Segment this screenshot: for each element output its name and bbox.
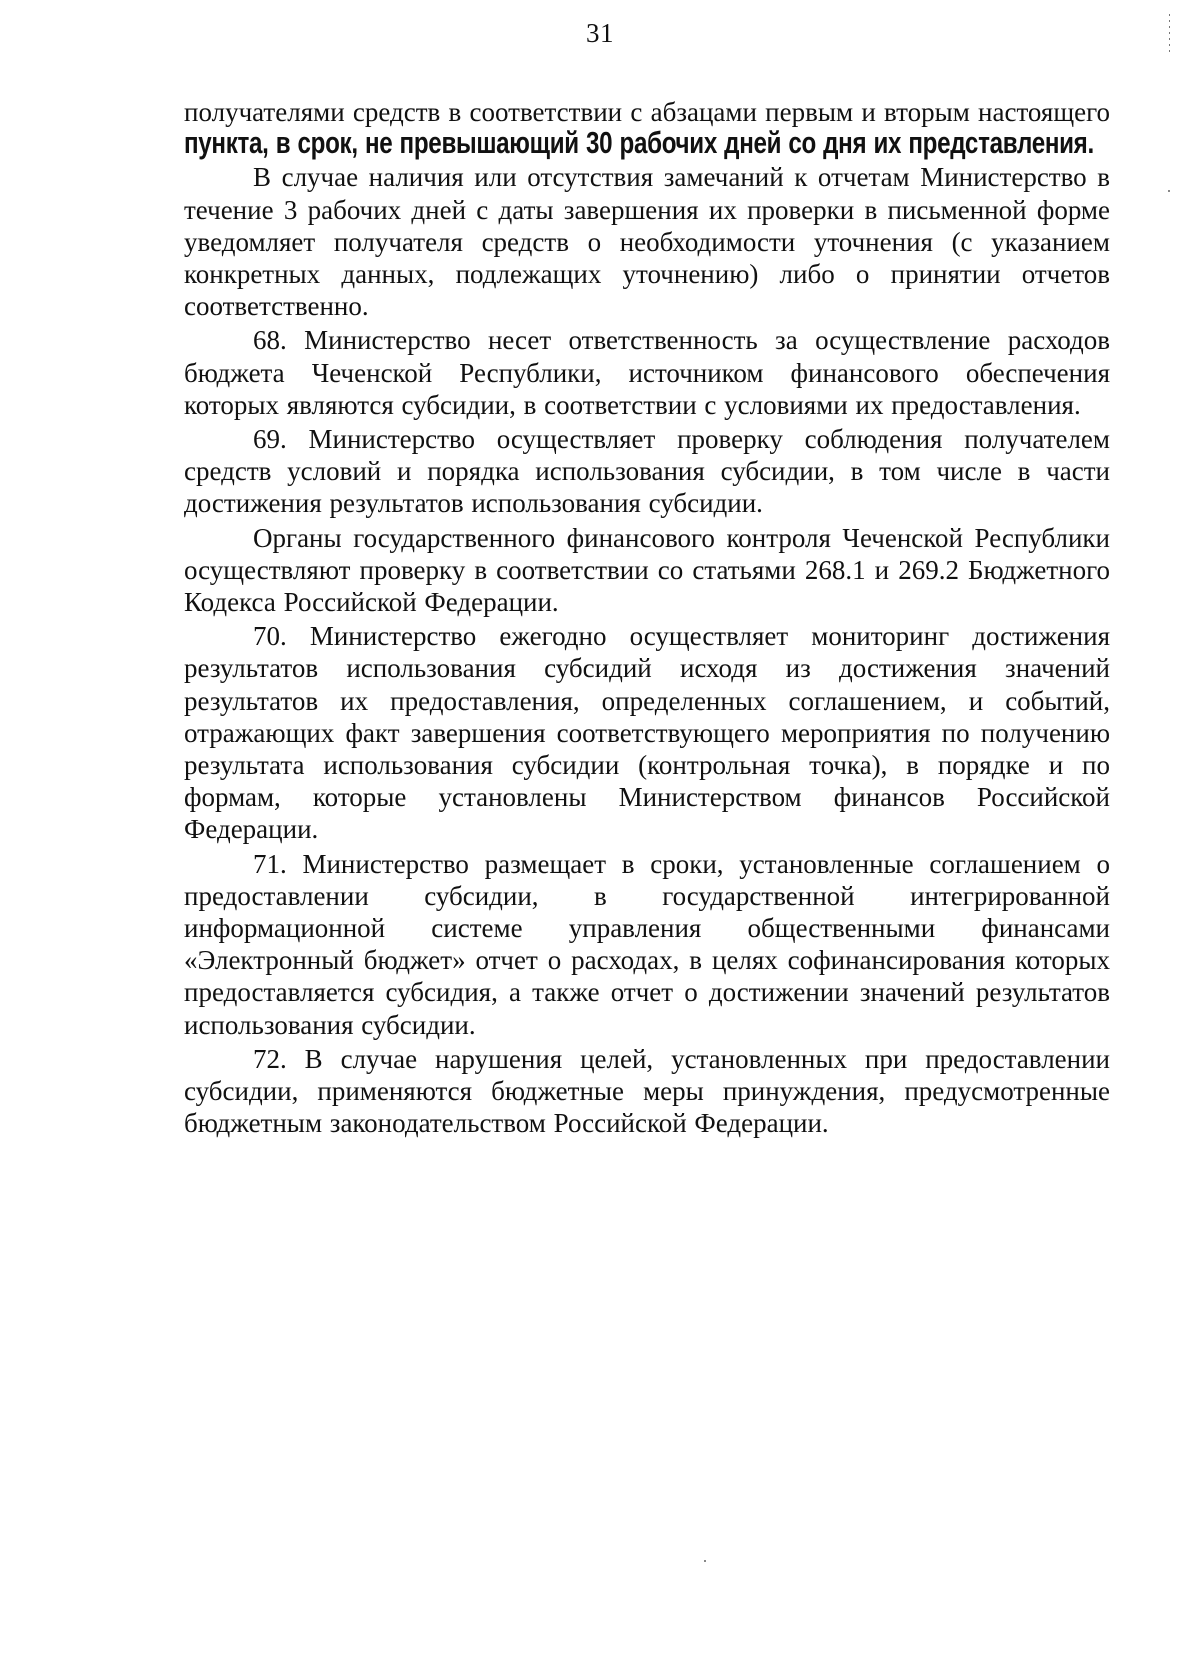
paragraph-68: 68. Министерство несет ответственность за осуществление расходов бюджета Чеченской Республики, источником финансового обеспечения которых являются субсидии, в соответствии с условиями их предоставления. bbox=[184, 325, 1110, 420]
scan-dot bbox=[1168, 190, 1170, 192]
page-number: 31 bbox=[586, 18, 614, 48]
paragraph-control-bodies: Органы государственного финансового контроля Чеченской Республики осуществляют проверку в соответствии со статьями 268.1 и 269.2 Бюджетного Кодекса Российской Федерации. bbox=[184, 522, 1110, 618]
intro-line-2: пункта, в срок, не превышающий 30 рабочих дней со дня их представления. bbox=[184, 125, 1094, 161]
paragraph-72: 72. В случае нарушения целей, установленных при предоставлении субсидии, применяются бюджетные меры принуждения, предусмотренные бюджетным законодательством Российской Федерации. bbox=[184, 1043, 1110, 1139]
paragraph-remarks: В случае наличия или отсутствия замечаний к отчетам Министерство в течение 3 рабочих дней с даты завершения их проверки в письменной форме уведомляет получателя средств о необходимости уточнения (с указанием конкретных данных, подлежащих уточнению) либо о принятии отчетов соответственно. bbox=[184, 162, 1110, 322]
intro-line-1: получателями средств в соответствии с абзацами первым и вторым настоящего bbox=[184, 97, 1110, 127]
paragraph-71: 71. Министерство размещает в сроки, установленные соглашением о предоставлении субсидии, в государственной интегрированной информационной системе управления общественными финансами «Электронный бюджет» отчет о расходах, в целях софинансирования которых предоставляется субсидия, а также отчет о достижении значений результатов использования субсидии. bbox=[184, 848, 1110, 1040]
scan-edge-mark bbox=[1169, 14, 1170, 54]
paragraph-69: 69. Министерство осуществляет проверку соблюдения получателем средств условий и порядка использования субсидии, в том числе в части достижения результатов использования субсидии. bbox=[184, 424, 1110, 519]
paragraph-intro bbox=[184, 96, 1110, 159]
scan-dot bbox=[704, 1560, 706, 1562]
document-body bbox=[184, 96, 1110, 1142]
paragraph-70: 70. Министерство ежегодно осуществляет мониторинг достижения результатов использования субсидий исходя из достижения значений результатов их предоставления, определенных соглашением, и событий, отражающих факт завершения соответствующего мероприятия по получению результата использования субсидии (контрольная точка), в порядке и по формам, которые установлены Министерством финансов Российской Федерации. bbox=[184, 621, 1110, 845]
